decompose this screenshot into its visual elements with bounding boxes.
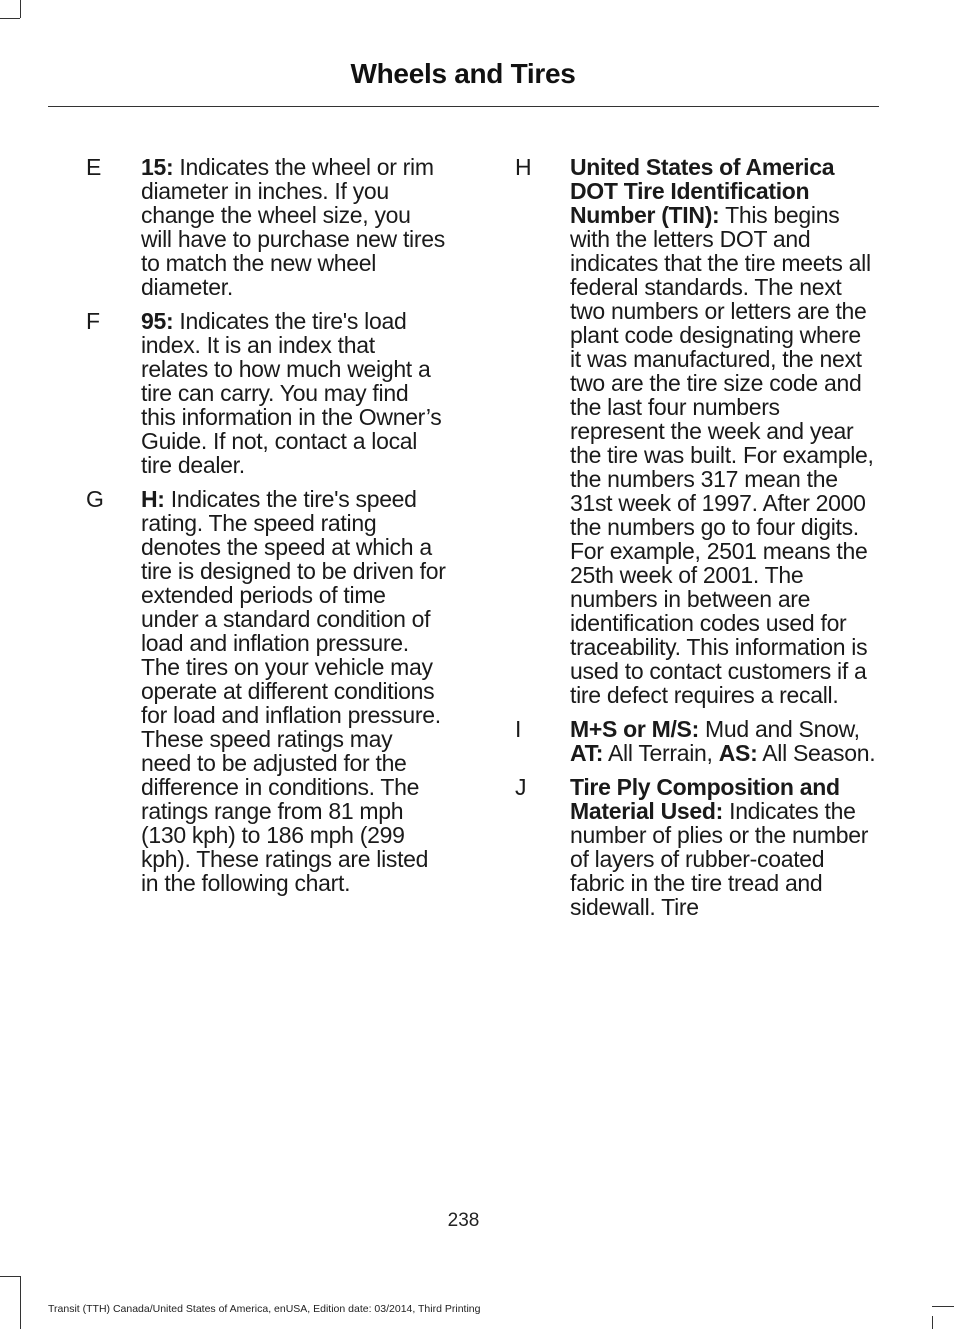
right-column (511, 155, 876, 929)
entry-i (511, 717, 876, 765)
entry-description: All Season. (757, 740, 876, 766)
entry-label: H: (141, 486, 165, 512)
crop-mark-bottom-right-v (932, 1316, 933, 1329)
entry-g (82, 487, 447, 895)
crop-mark-top-left-h (0, 18, 20, 19)
entry-label: M+S or M/S: (570, 716, 699, 742)
entry-letter: J (515, 774, 527, 800)
entry-label: 95: (141, 308, 174, 334)
entry-description: Indicates the wheel or rim diameter in inches. If you change the wheel size, you will have to purchase new tires to match the new wheel diameter. (141, 154, 445, 300)
entry-text (570, 775, 876, 919)
entry-text (570, 717, 876, 765)
entry-description: Mud and Snow, (698, 716, 860, 742)
entry-label: 15: (141, 154, 174, 180)
entry-letter: G (86, 486, 104, 512)
page-number: 238 (447, 1210, 480, 1231)
entry-letter: H (515, 154, 532, 180)
edition-footer: Transit (TTH) Canada/United States of America, enUSA, Edition date: 03/2014, Third Printing (48, 1303, 481, 1315)
entry-letter: E (86, 154, 102, 180)
entry-text (141, 309, 447, 477)
entry-e (82, 155, 447, 299)
entry-description: Indicates the tire's load index. It is an index that relates to how much weight a tire can carry. You may find this information in the Owner’s Guide. If not, contact a local tire dealer. (141, 308, 442, 478)
left-column (82, 155, 447, 905)
entry-h (511, 155, 876, 707)
entry-text (141, 155, 447, 299)
entry-f (82, 309, 447, 477)
crop-mark-top-left-v (20, 0, 21, 18)
entry-description: Indicates the number of plies or the number of layers of rubber-coated fabric in the tire tread and sidewall. Tire (570, 798, 869, 920)
crop-mark-bottom-right-h (932, 1306, 954, 1307)
crop-mark-bottom-left-v (20, 1276, 21, 1329)
entry-label: AS: (718, 740, 758, 766)
entry-label: AT: (570, 740, 604, 766)
entry-j (511, 775, 876, 919)
entry-text (570, 155, 876, 707)
entry-letter: F (86, 308, 101, 334)
entry-label: Tire Ply Composition and Material Used: (570, 774, 840, 824)
entry-text (141, 487, 447, 895)
entry-label: United States of America DOT Tire Identification Number (TIN): (570, 154, 835, 228)
entry-description: All Terrain, (603, 740, 719, 766)
entry-letter: I (515, 716, 522, 742)
crop-mark-bottom-left-h (0, 1276, 20, 1277)
entry-description: Indicates the tire's speed rating. The speed rating denotes the speed at which a tire is designed to be driven for extended periods of time under a standard condition of load and inflation pressure. The tires on your vehicle may operate at different conditions for load and inflation pressure. These speed ratings may need to be adjusted for the difference in conditions. The ratings range from 81 mph (130 kph) to 186 mph (299 kph). These ratings are listed in the following chart. (141, 486, 446, 896)
page-title: Wheels and Tires (350, 58, 576, 89)
title-divider (48, 106, 879, 107)
entry-description: This begins with the letters DOT and indicates that the tire meets all federal standards. The next two numbers or letters are the plant code designating where it was manufactured, the next two are the tire size code and the last four numbers represent the week and year the tire was built. For example, the numbers 317 mean the 31st week of 1997. After 2000 the numbers go to four digits. For example, 2501 means the 25th week of 2001. The numbers in between are identification codes used for traceability. This information is used to contact customers if a tire defect requires a recall. (570, 202, 874, 708)
